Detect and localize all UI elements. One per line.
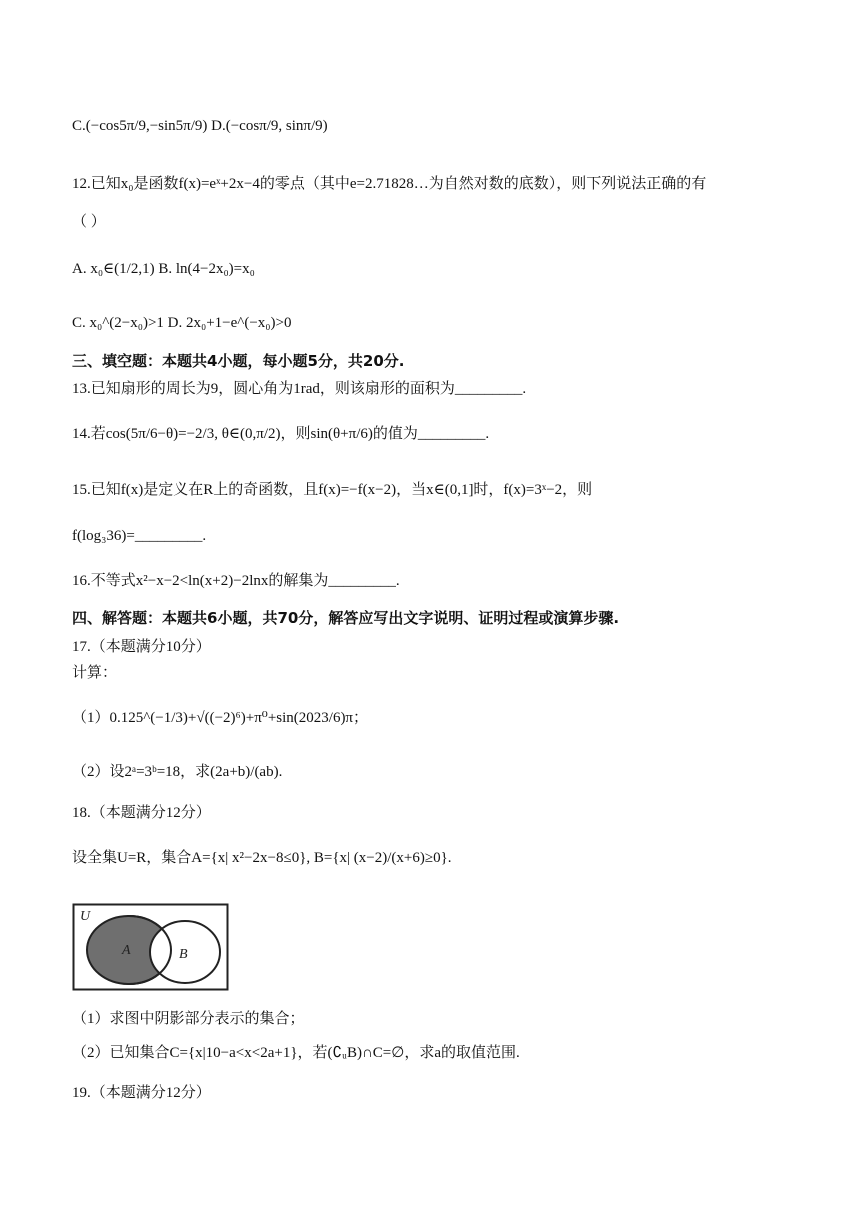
- q17-header: 17.（本题满分10分）: [72, 639, 211, 655]
- q18-part2: （2）已知集合C={x|10−a<x<2a+1}，若(∁ᵤB)∩C=∅，求a的取值范围.: [72, 1045, 520, 1061]
- section-4-heading: 四、解答题：本题共6小题，共70分，解答应写出文字说明、证明过程或演算步骤.: [72, 609, 620, 627]
- q16: 16.不等式x²−x−2<ln(x+2)−2lnx的解集为_________.: [72, 573, 400, 589]
- q17-part1: （1）0.125^(−1/3)+√((−2)⁶)+π⁰+sin(2023/6)π；: [72, 710, 369, 726]
- venn-label-u: U: [80, 909, 91, 924]
- q15-answer: f(log₃36)=_________.: [72, 528, 207, 544]
- q18-part1: （1）求图中阴影部分表示的集合；: [72, 1011, 305, 1027]
- section-3-heading: 三、填空题：本题共4小题，每小题5分，共20分.: [72, 352, 405, 370]
- q12-bracket: （ ）: [72, 214, 106, 230]
- q12-options-cd: C. x₀^(2−x₀)>1 D. 2x₀+1−e^(−x₀)>0: [72, 315, 292, 331]
- q19-header: 19.（本题满分12分）: [72, 1085, 211, 1101]
- q15-stem: 15.已知f(x)是定义在R上的奇函数，且f(x)=−f(x−2)，当x∈(0,1]时，f(x)=3ˣ−2，则: [72, 482, 593, 498]
- q12-stem: 12.已知x₀是函数f(x)=eˣ+2x−4的零点（其中e=2.71828…为自然对数的底数），则下列说法正确的有: [72, 176, 707, 192]
- q17-compute-label: 计算：: [72, 665, 118, 681]
- q18-stem: 设全集U=R，集合A={x| x²−2x−8≤0}, B={x| (x−2)/(x+6)≥0}.: [72, 850, 452, 866]
- venn-diagram: [72, 903, 229, 991]
- q13: 13.已知扇形的周长为9，圆心角为1rad，则该扇形的面积为_________.: [72, 381, 527, 397]
- venn-label-b: B: [179, 947, 188, 962]
- q11-options-cd: C.(−cos5π/9,−sin5π/9) D.(−cosπ/9, sinπ/9): [72, 118, 328, 134]
- q14: 14.若cos(5π/6−θ)=−2/3, θ∈(0,π/2)，则sin(θ+π/6)的值为_________.: [72, 426, 490, 442]
- q17-part2: （2）设2ᵃ=3ᵇ=18，求(2a+b)/(ab).: [72, 764, 283, 780]
- venn-label-a: A: [122, 943, 131, 958]
- q18-header: 18.（本题满分12分）: [72, 805, 211, 821]
- q12-options-ab: A. x₀∈(1/2,1) B. ln(4−2x₀)=x₀: [72, 261, 255, 277]
